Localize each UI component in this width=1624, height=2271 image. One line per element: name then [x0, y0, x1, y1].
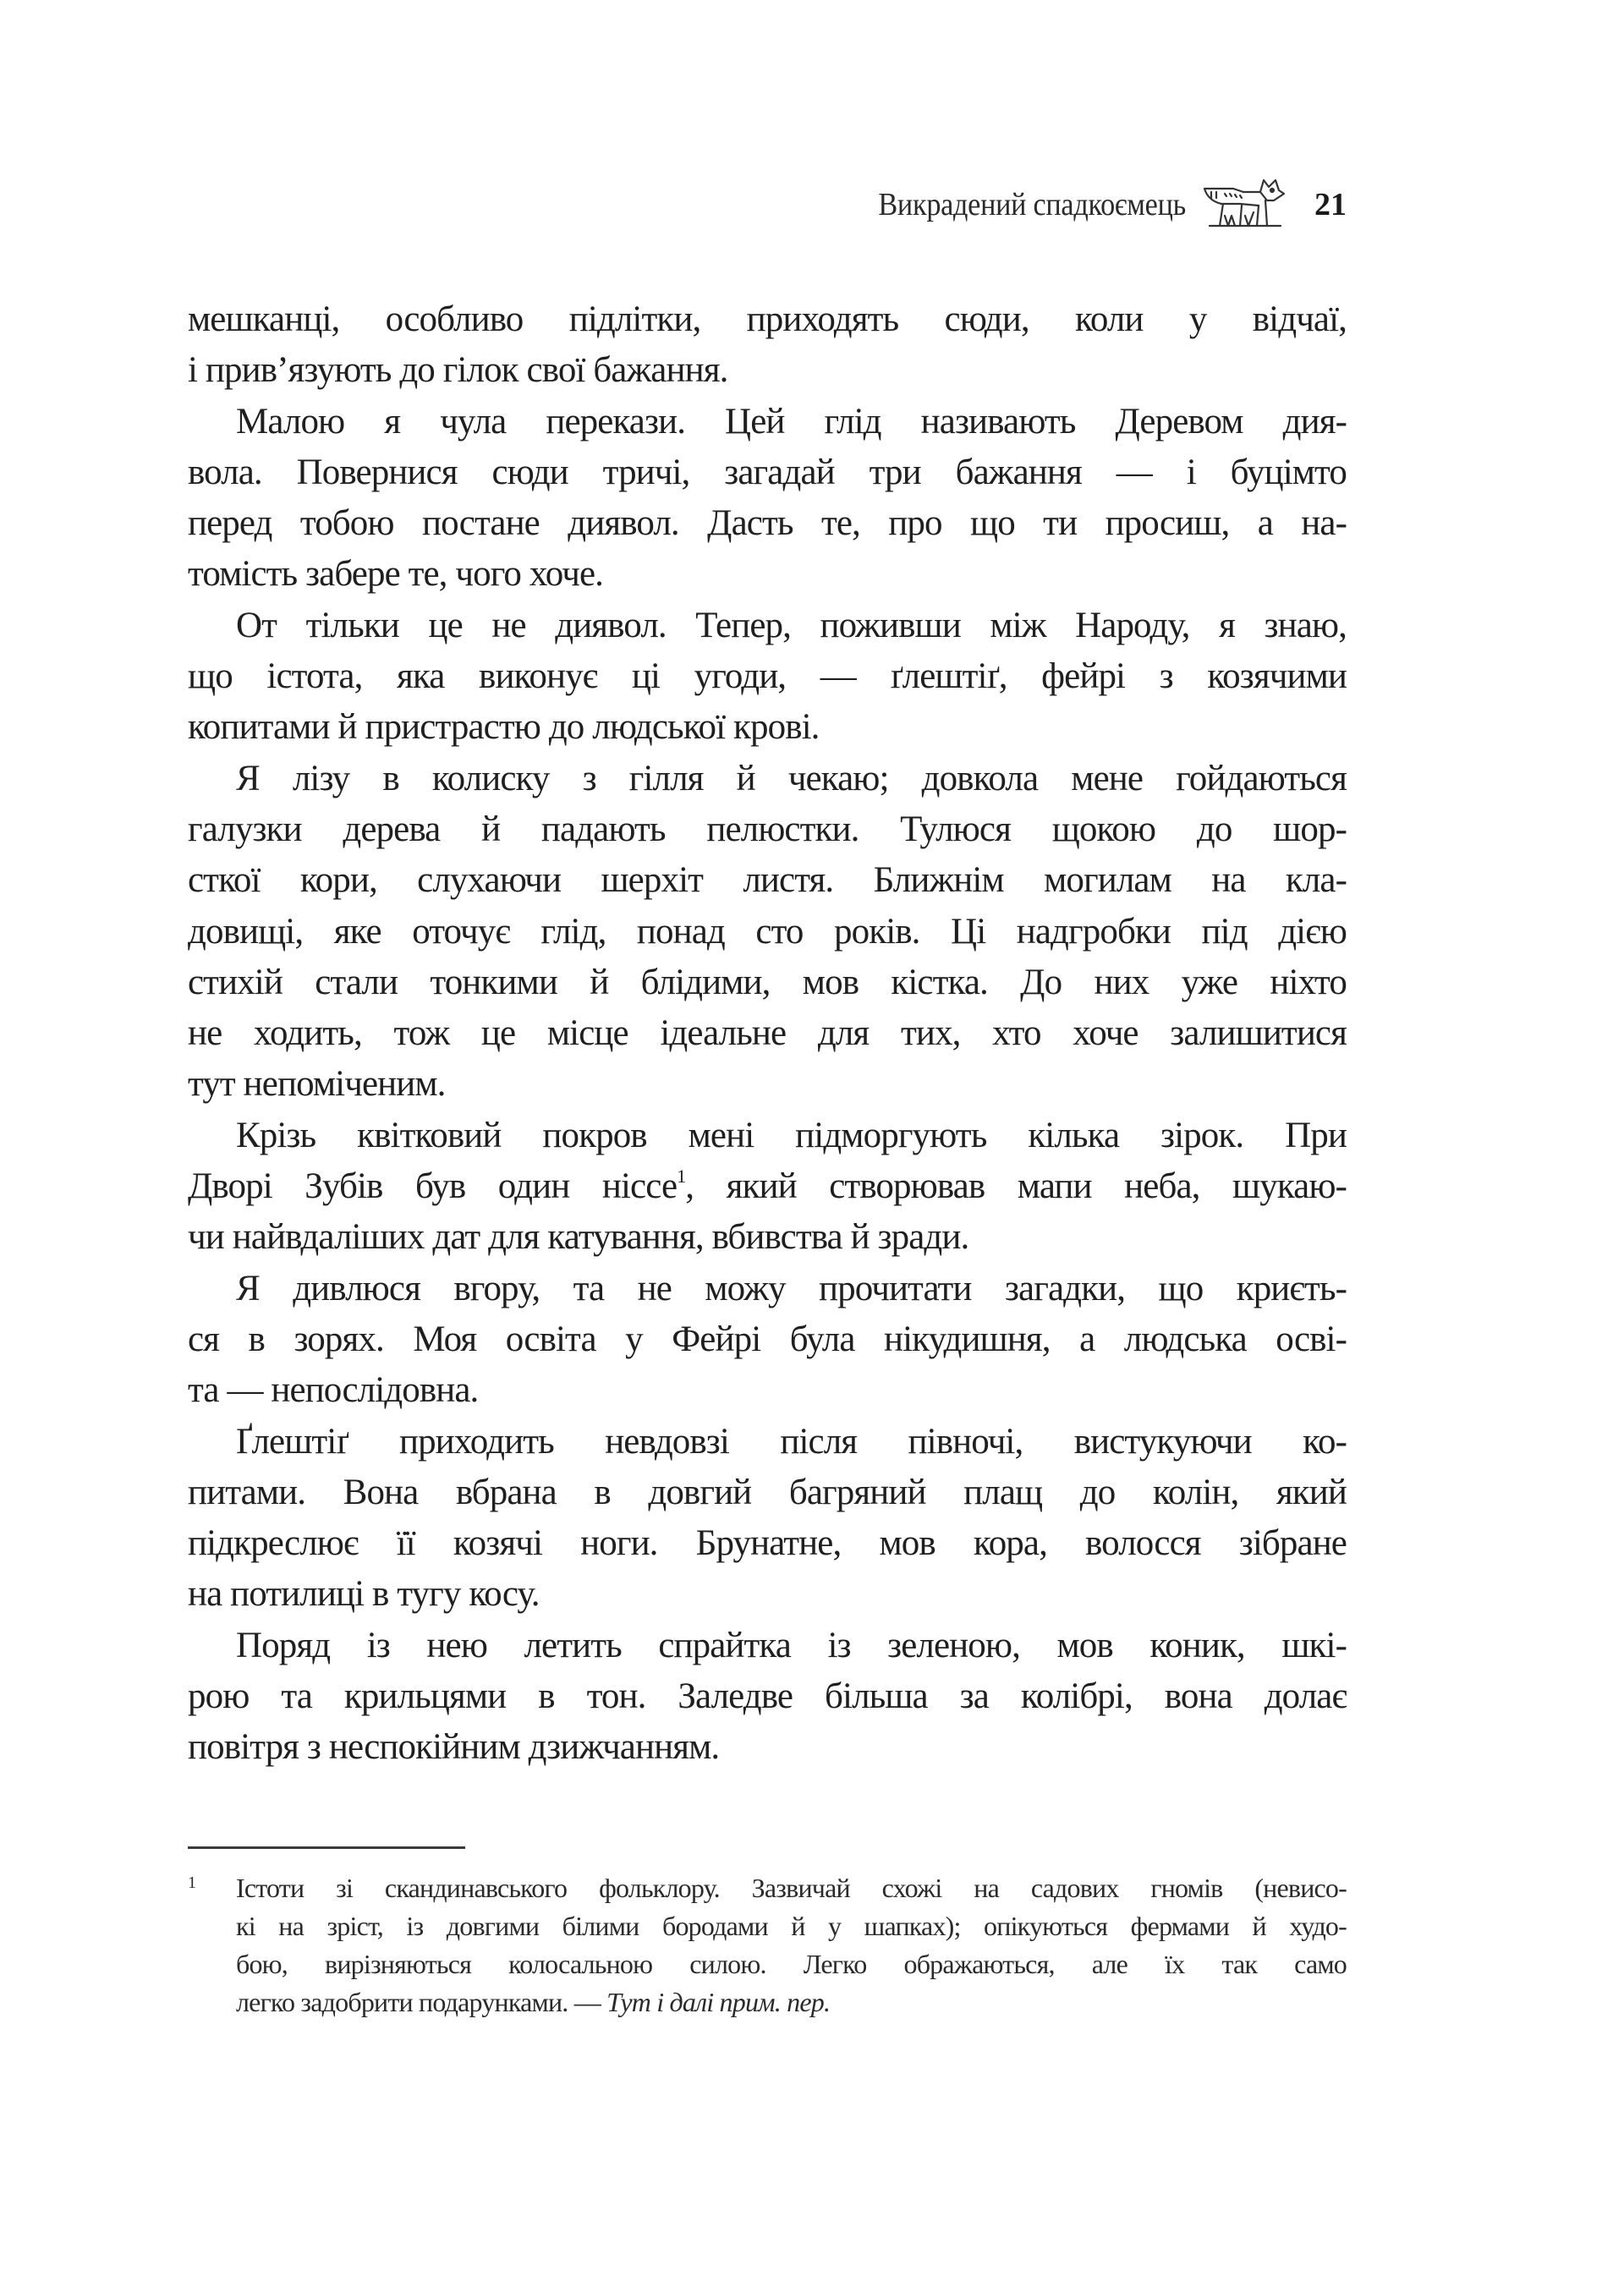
text-line: ся в зорях. Моя освіта у Фейрі була нікудишня, а людська осві-	[188, 1319, 1347, 1359]
footnote-line: Істоти зі скандинавського фольклору. Зазвичай схожі на садових гномів (невисо-	[236, 1873, 1347, 1903]
paragraph	[188, 294, 1347, 397]
text-line: питами. Вона вбрана в довгий багряний плащ до колін, який	[188, 1472, 1347, 1512]
footnote	[188, 1869, 1347, 2021]
paragraph	[188, 754, 1347, 1111]
fox-doodle-icon	[1199, 175, 1292, 234]
footnote-mark: 1	[188, 1873, 196, 1892]
footnote-line-last	[236, 1983, 1347, 2021]
page-number: 21	[1314, 187, 1347, 222]
text-line: і прив’язують до гілок свої бажання.	[188, 350, 728, 391]
text-line: тут непоміченим.	[188, 1064, 446, 1105]
text-line-with-footnote	[188, 1161, 1347, 1212]
text-line: сткої кори, слухаючи шерхіт листя. Ближнім могилам на кла-	[188, 860, 1347, 901]
text-line: галузки дерева й падають пелюстки. Тулюся щокою до шор-	[188, 809, 1347, 849]
text-line: мешканці, особливо підлітки, приходять сюди, коли у відчаї,	[188, 299, 1347, 339]
paragraph	[188, 1621, 1347, 1774]
text-line: Крізь квітковий покров мені підморгують кілька зірок. При	[236, 1115, 1347, 1155]
text-line: Я лізу в колиску з гілля й чекаю; довкола мене гойдаються	[236, 758, 1347, 798]
text-line: на потилиці в тугу косу.	[188, 1574, 540, 1615]
text-line: що істота, яка виконує ці угоди, — ґлештіґ, фейрі з козячими	[188, 656, 1347, 697]
text-line: Ґлештіґ приходить невдовзі після півночі, вистукуючи ко-	[236, 1421, 1347, 1462]
text-line: підкреслює її козячі ноги. Брунатне, мов кора, волосся зібране	[188, 1523, 1347, 1564]
footnote-reference[interactable]: 1	[677, 1166, 686, 1188]
paragraph	[188, 1111, 1347, 1264]
text-line: повітря з неспокійним дзижчанням.	[188, 1727, 720, 1768]
text-line: довищі, яке оточує глід, понад сто років. Ці надгробки під дією	[188, 911, 1347, 952]
text-fragment: , який створював мапи неба, шукаю-	[685, 1166, 1347, 1207]
paragraph	[188, 1417, 1347, 1621]
paragraph	[188, 601, 1347, 754]
text-line: перед тобою постане диявол. Дасть те, про що ти просиш, а на-	[188, 503, 1347, 544]
text-line: чи найвдаліших дат для катування, вбивства й зради.	[188, 1217, 969, 1258]
running-head	[844, 181, 1347, 228]
footnote-line: кі на зріст, із довгими білими бородами й у шапках); опікуються фермами й худо-	[236, 1911, 1347, 1941]
text-line: Поряд із нею летить спрайтка із зеленою, мов коник, шкі-	[236, 1625, 1347, 1665]
text-line: вола. Повернися сюди тричі, загадай три бажання — і буцімто	[188, 452, 1347, 492]
body-text	[188, 294, 1347, 1774]
translator-note: Тут і далі прим. пер.	[606, 1987, 831, 2017]
text-line: От тільки це не диявол. Тепер, поживши між Народу, я знаю,	[236, 605, 1347, 645]
footnote-line: бою, вирізняються колосальною силою. Легко ображаються, але їх так само	[236, 1949, 1347, 1979]
text-line: Малою я чула перекази. Цей глід називають Деревом дия-	[236, 401, 1347, 442]
text-line: стихій стали тонкими й блідими, мов кістка. До них уже ніхто	[188, 962, 1347, 1002]
text-line: копитами й пристрастю до людської крові.	[188, 707, 820, 748]
text-line: та — непослідовна.	[188, 1370, 479, 1411]
paragraph	[188, 397, 1347, 601]
paragraph	[188, 1264, 1347, 1417]
text-line: томість забере те, чого хоче.	[188, 554, 604, 595]
footnote-body	[236, 1869, 1347, 2021]
text-line: не ходить, тож це місце ідеальне для тих, хто хоче залишитися	[188, 1013, 1347, 1054]
text-fragment: Дворі Зубів був один ніссе	[188, 1166, 678, 1207]
text-fragment: легко задобрити подарунками. —	[236, 1987, 607, 2017]
footnote-divider	[188, 1846, 465, 1849]
text-line: Я дивлюся вгору, та не можу прочитати загадки, що криєть-	[236, 1268, 1347, 1308]
running-title: Викрадений спадкоємець	[878, 187, 1186, 222]
text-line: рою та крильцями в тон. Заледве більша за колібрі, вона долає	[188, 1676, 1347, 1717]
